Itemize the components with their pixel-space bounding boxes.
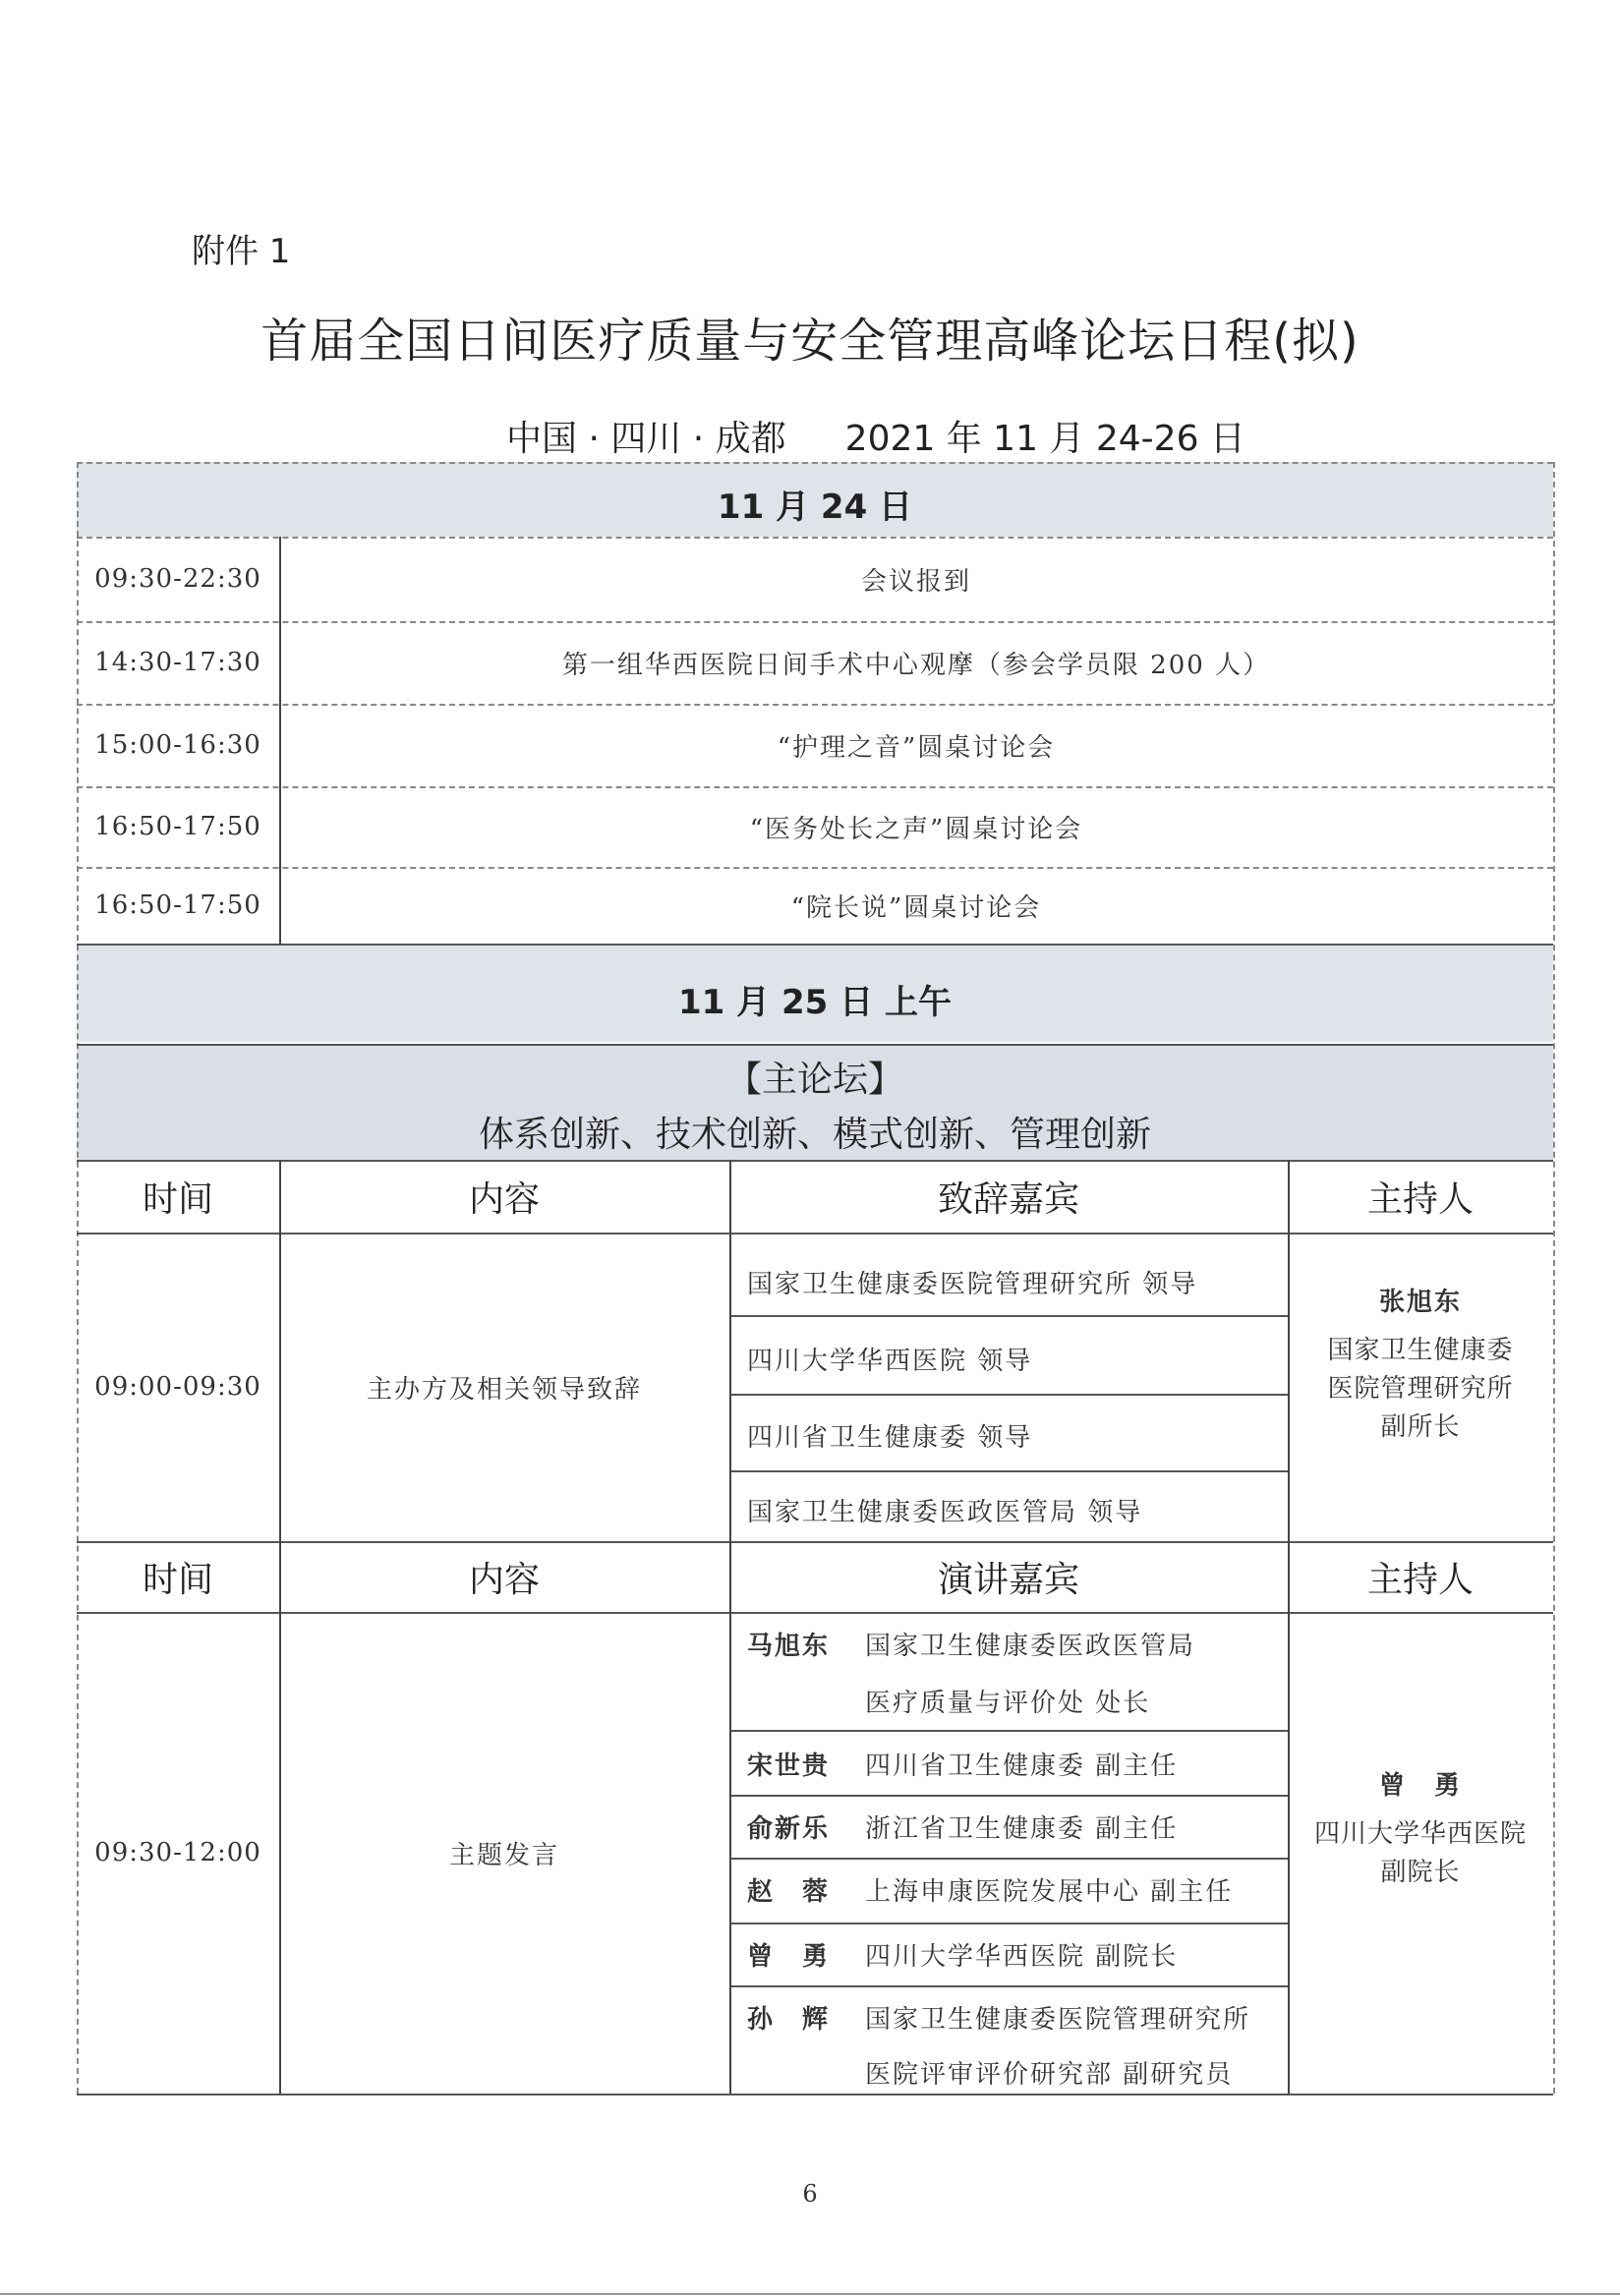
speaker-divider: [729, 1923, 1288, 1924]
forum-title: 【主论坛】: [725, 1060, 903, 1100]
s1-host-line1: 国家卫生健康委: [1327, 1336, 1514, 1365]
s1-header-host: 主持人: [1366, 1178, 1474, 1220]
s2-header-content: 内容: [468, 1559, 540, 1600]
s1-content: 主办方及相关领导致辞: [366, 1374, 642, 1405]
speaker-name: 赵 蓉: [747, 1877, 831, 1907]
subtitle-dates: 2021 年 11 月 24-26 日: [844, 419, 1245, 459]
s1-guest: 国家卫生健康委医政医管局 领导: [747, 1498, 1143, 1527]
day1-row3-time: 15:00-16:30: [94, 730, 261, 760]
day1-row2-time: 14:30-17:30: [94, 648, 261, 677]
speaker-name: 孙 辉: [747, 2005, 831, 2035]
page-number: 6: [802, 2180, 818, 2208]
speaker-org-2: 医疗质量与评价处 处长: [865, 1689, 1151, 1718]
speaker-org-2: 医院评审评价研究部 副研究员: [865, 2060, 1234, 2090]
s2-host-line1: 四川大学华西医院: [1313, 1819, 1527, 1849]
day1-row4-content: “医务处长之声”圆桌讨论会: [749, 814, 1083, 844]
s1-guest: 四川大学华西医院 领导: [747, 1347, 1033, 1376]
table-top-border: [77, 462, 1553, 464]
col-divider: [729, 1160, 731, 2094]
speaker-org: 上海申康医院发展中心 副主任: [865, 1877, 1234, 1907]
scan-edge-rule: [0, 2293, 1620, 2295]
s1-host-line3: 副所长: [1380, 1412, 1461, 1442]
attachment-label: 附件 1: [192, 232, 291, 271]
subtitle: [506, 411, 1245, 461]
row-divider: [77, 944, 1553, 946]
speaker-divider: [729, 1985, 1288, 1987]
day2-header: 11 月 25 日 上午: [678, 983, 952, 1022]
forum-theme: 体系创新、技术创新、模式创新、管理创新: [478, 1115, 1151, 1155]
s2-host: [1288, 1765, 1553, 1888]
day1-header: 11 月 24 日: [717, 488, 913, 527]
speaker-name: 曾 勇: [747, 1942, 831, 1972]
row-divider: [77, 1044, 1553, 1046]
speaker-org: 四川大学华西医院 副院长: [865, 1942, 1179, 1972]
page-title: 首届全国日间医疗质量与安全管理高峰论坛日程(拟): [260, 314, 1360, 369]
s1-guest: 国家卫生健康委医院管理研究所 领导: [747, 1270, 1198, 1299]
day1-row3-content: “护理之音”圆桌讨论会: [777, 732, 1056, 763]
speaker-org: 国家卫生健康委医院管理研究所: [865, 2005, 1251, 2035]
s2-header-host: 主持人: [1366, 1559, 1474, 1600]
day1-row1-content: 会议报到: [860, 566, 971, 597]
s1-host-line2: 医院管理研究所: [1327, 1374, 1514, 1404]
s2-header-guests: 演讲嘉宾: [937, 1559, 1079, 1600]
table-right-border: [1553, 462, 1555, 2094]
speaker-name: 俞新乐: [747, 1814, 831, 1844]
s2-host-line2: 副院长: [1380, 1858, 1461, 1887]
s2-header-time: 时间: [142, 1559, 213, 1600]
speaker-divider: [729, 1730, 1288, 1732]
s1-header-content: 内容: [468, 1178, 540, 1220]
day1-row2-content: 第一组华西医院日间手术中心观摩（参会学员限 200 人）: [561, 650, 1271, 680]
table-bottom-border: [77, 2094, 1553, 2095]
s1-header-guests: 致辞嘉宾: [937, 1178, 1079, 1220]
speaker-divider: [729, 1858, 1288, 1860]
s1-header-time: 时间: [142, 1178, 213, 1220]
s1-guest: 四川省卫生健康委 领导: [747, 1423, 1033, 1453]
speaker-name: 宋世贵: [747, 1751, 831, 1781]
speaker-org: 浙江省卫生健康委 副主任: [865, 1814, 1179, 1844]
subtitle-location: 中国 · 四川 · 成都: [506, 419, 786, 459]
speaker-divider: [729, 1795, 1288, 1797]
day1-row1-time: 09:30-22:30: [94, 564, 261, 594]
speaker-org: 国家卫生健康委医政医管局: [865, 1632, 1196, 1661]
speaker-name: 马旭东: [747, 1632, 831, 1661]
guest-divider: [729, 1315, 1288, 1317]
guest-divider: [729, 1470, 1288, 1472]
s2-content: 主题发言: [448, 1840, 559, 1870]
s1-host-name: 张旭东: [1378, 1288, 1462, 1317]
s1-host: [1288, 1282, 1553, 1443]
speaker-org: 四川省卫生健康委 副主任: [865, 1751, 1179, 1781]
day1-row5-time: 16:50-17:50: [94, 890, 261, 920]
s2-time: 09:30-12:00: [94, 1838, 261, 1867]
day1-row5-content: “院长说”圆桌讨论会: [790, 892, 1042, 923]
day1-row4-time: 16:50-17:50: [94, 812, 261, 841]
s1-time: 09:00-09:30: [94, 1372, 261, 1402]
s2-host-name: 曾 勇: [1378, 1771, 1462, 1801]
guest-divider: [729, 1394, 1288, 1396]
